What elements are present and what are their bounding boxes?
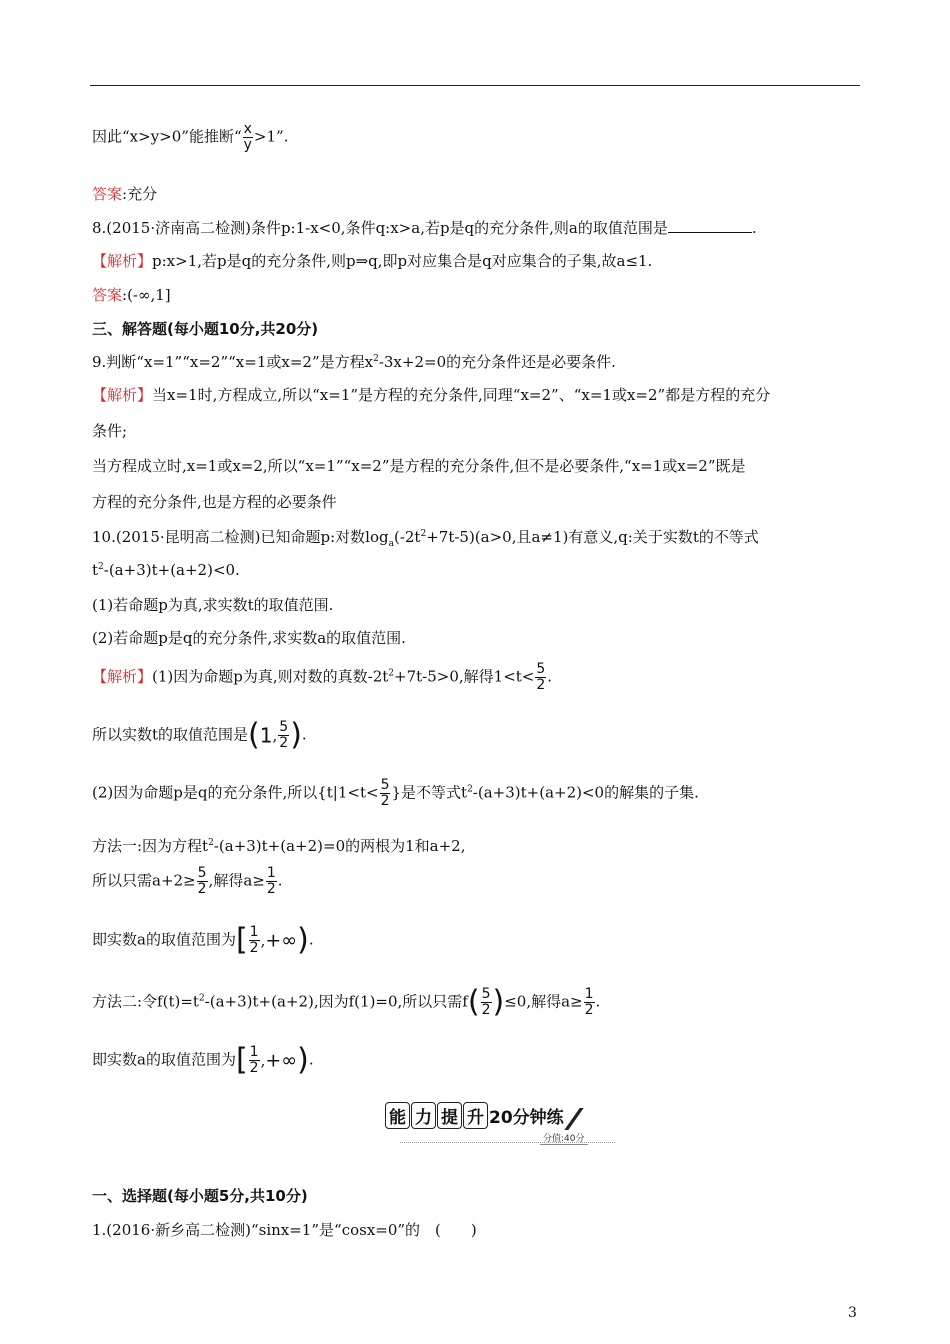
solution-10-range-a-2: 即实数a的取值范围为[ $\frac{1}{2}$ ,+∞).: [92, 1042, 314, 1078]
fraction-1-over-2: $\frac{1}{2}$: [249, 924, 259, 956]
fraction-5-over-2: $\frac{5}{2}$: [481, 986, 491, 1018]
section-heading-3: 三、解答题(每小题10分,共20分): [92, 320, 319, 338]
banner-score: 分值:40分: [540, 1131, 588, 1145]
section-heading-1: 一、选择题(每小题5分,共10分): [92, 1187, 308, 1205]
question-10-part-1: (1)若命题p为真,求实数t的取值范围.: [92, 596, 334, 614]
answer-8: 答案:(-∞,1]: [92, 286, 171, 304]
fraction-1-over-2: $\frac{1}{2}$: [266, 865, 276, 897]
answer-7: 答案:充分: [92, 185, 158, 203]
question-8: 8.(2015·济南高二检测)条件p:1-x<0,条件q:x>a,若p是q的充分条件,则a的取值范围是 .: [92, 219, 757, 237]
solution-9-line-1: 【解析】当x=1时,方程成立,所以“x=1”是方程的充分条件,同理“x=2”、“x=1或x=2”都是方程的充分: [92, 386, 771, 404]
header-rule: [90, 85, 860, 86]
text-line-conclusion: 因此“x>y>0”能推断“ $\frac{x}{y}$ >1”.: [92, 121, 289, 153]
fraction-5-over-2: $\frac{5}{2}$: [380, 777, 390, 809]
page-number: 3: [848, 1305, 857, 1321]
fraction-1-over-2: $\frac{1}{2}$: [249, 1044, 259, 1076]
solution-10-method-1: 方法一:因为方程$t^2-(a+3)t+(a+2)=0$的两根为1和a+2,: [92, 837, 466, 855]
solution-10-range-t: 所以实数t的取值范围是(1, $\frac{5}{2}$ ).: [92, 717, 307, 753]
answer-blank: [668, 218, 752, 233]
solution-10-step-1: 【解析】(1)因为命题p为真,则对数的真数$-2t^2+7t-5>0$,解得1<t< $\frac{5}{2}$ .: [92, 661, 553, 693]
solution-9-line-4: 方程的充分条件,也是方程的必要条件: [92, 493, 337, 511]
section-banner: 能 力 提 升 20分钟练: [385, 1102, 576, 1130]
fraction-5-over-2: $\frac{5}{2}$: [197, 865, 207, 897]
question-1: 1.(2016·新乡高二检测)“sinx=1”是“cosx=0”的 ( ): [92, 1221, 477, 1239]
question-10-part-2: (2)若命题p是q的充分条件,求实数a的取值范围.: [92, 629, 406, 647]
solution-8: 【解析】p:x>1,若p是q的充分条件,则p⇒q,即p对应集合是q对应集合的子集,故a≤1.: [92, 252, 653, 270]
question-10-line-2: $t^2-(a+3)t+(a+2)<0$.: [92, 561, 240, 579]
solution-10-range-a-1: 即实数a的取值范围为[ $\frac{1}{2}$ ,+∞).: [92, 922, 314, 958]
fraction-5-over-2: $\frac{5}{2}$: [279, 719, 289, 751]
solution-10-method-2: 方法二:令$f(t)=t^2-(a+3)t+(a+2)$,因为f(1)=0,所以只需f( $\frac{5}{2}$ )≤0,解得a≥ $\frac{1}{2}$ .: [92, 984, 601, 1020]
banner-slash-icon: [564, 1108, 583, 1130]
fraction-x-over-y: $\frac{x}{y}$: [243, 121, 252, 153]
solution-9-line-2: 条件;: [92, 422, 128, 440]
solution-9-line-3: 当方程成立时,x=1或x=2,所以“x=1”“x=2”是方程的充分条件,但不是必要条件,“x=1或x=2”既是: [92, 457, 746, 475]
solution-10-step-2: (2)因为命题p是q的充分条件,所以{t|1<t< $\frac{5}{2}$ }是不等式$t^2-(a+3)t+(a+2)<0$的解集的子集.: [92, 777, 699, 809]
question-9: 9.判断“x=1”“x=2”“x=1或x=2”是方程$x^2-3x+2=0$的充分条件还是必要条件.: [92, 353, 616, 371]
fraction-1-over-2: $\frac{1}{2}$: [584, 986, 594, 1018]
question-10-line-1: 10.(2015·昆明高二检测)已知命题p:对数$\log_a(-2t^2+7t-5)(a>0$,且a≠1)有意义,q:关于实数t的不等式: [92, 528, 759, 549]
solution-10-method-1-result: 所以只需a+2≥ $\frac{5}{2}$ ,解得a≥ $\frac{1}{2}$ .: [92, 865, 283, 897]
fraction-5-over-2: $\frac{5}{2}$: [536, 661, 546, 693]
